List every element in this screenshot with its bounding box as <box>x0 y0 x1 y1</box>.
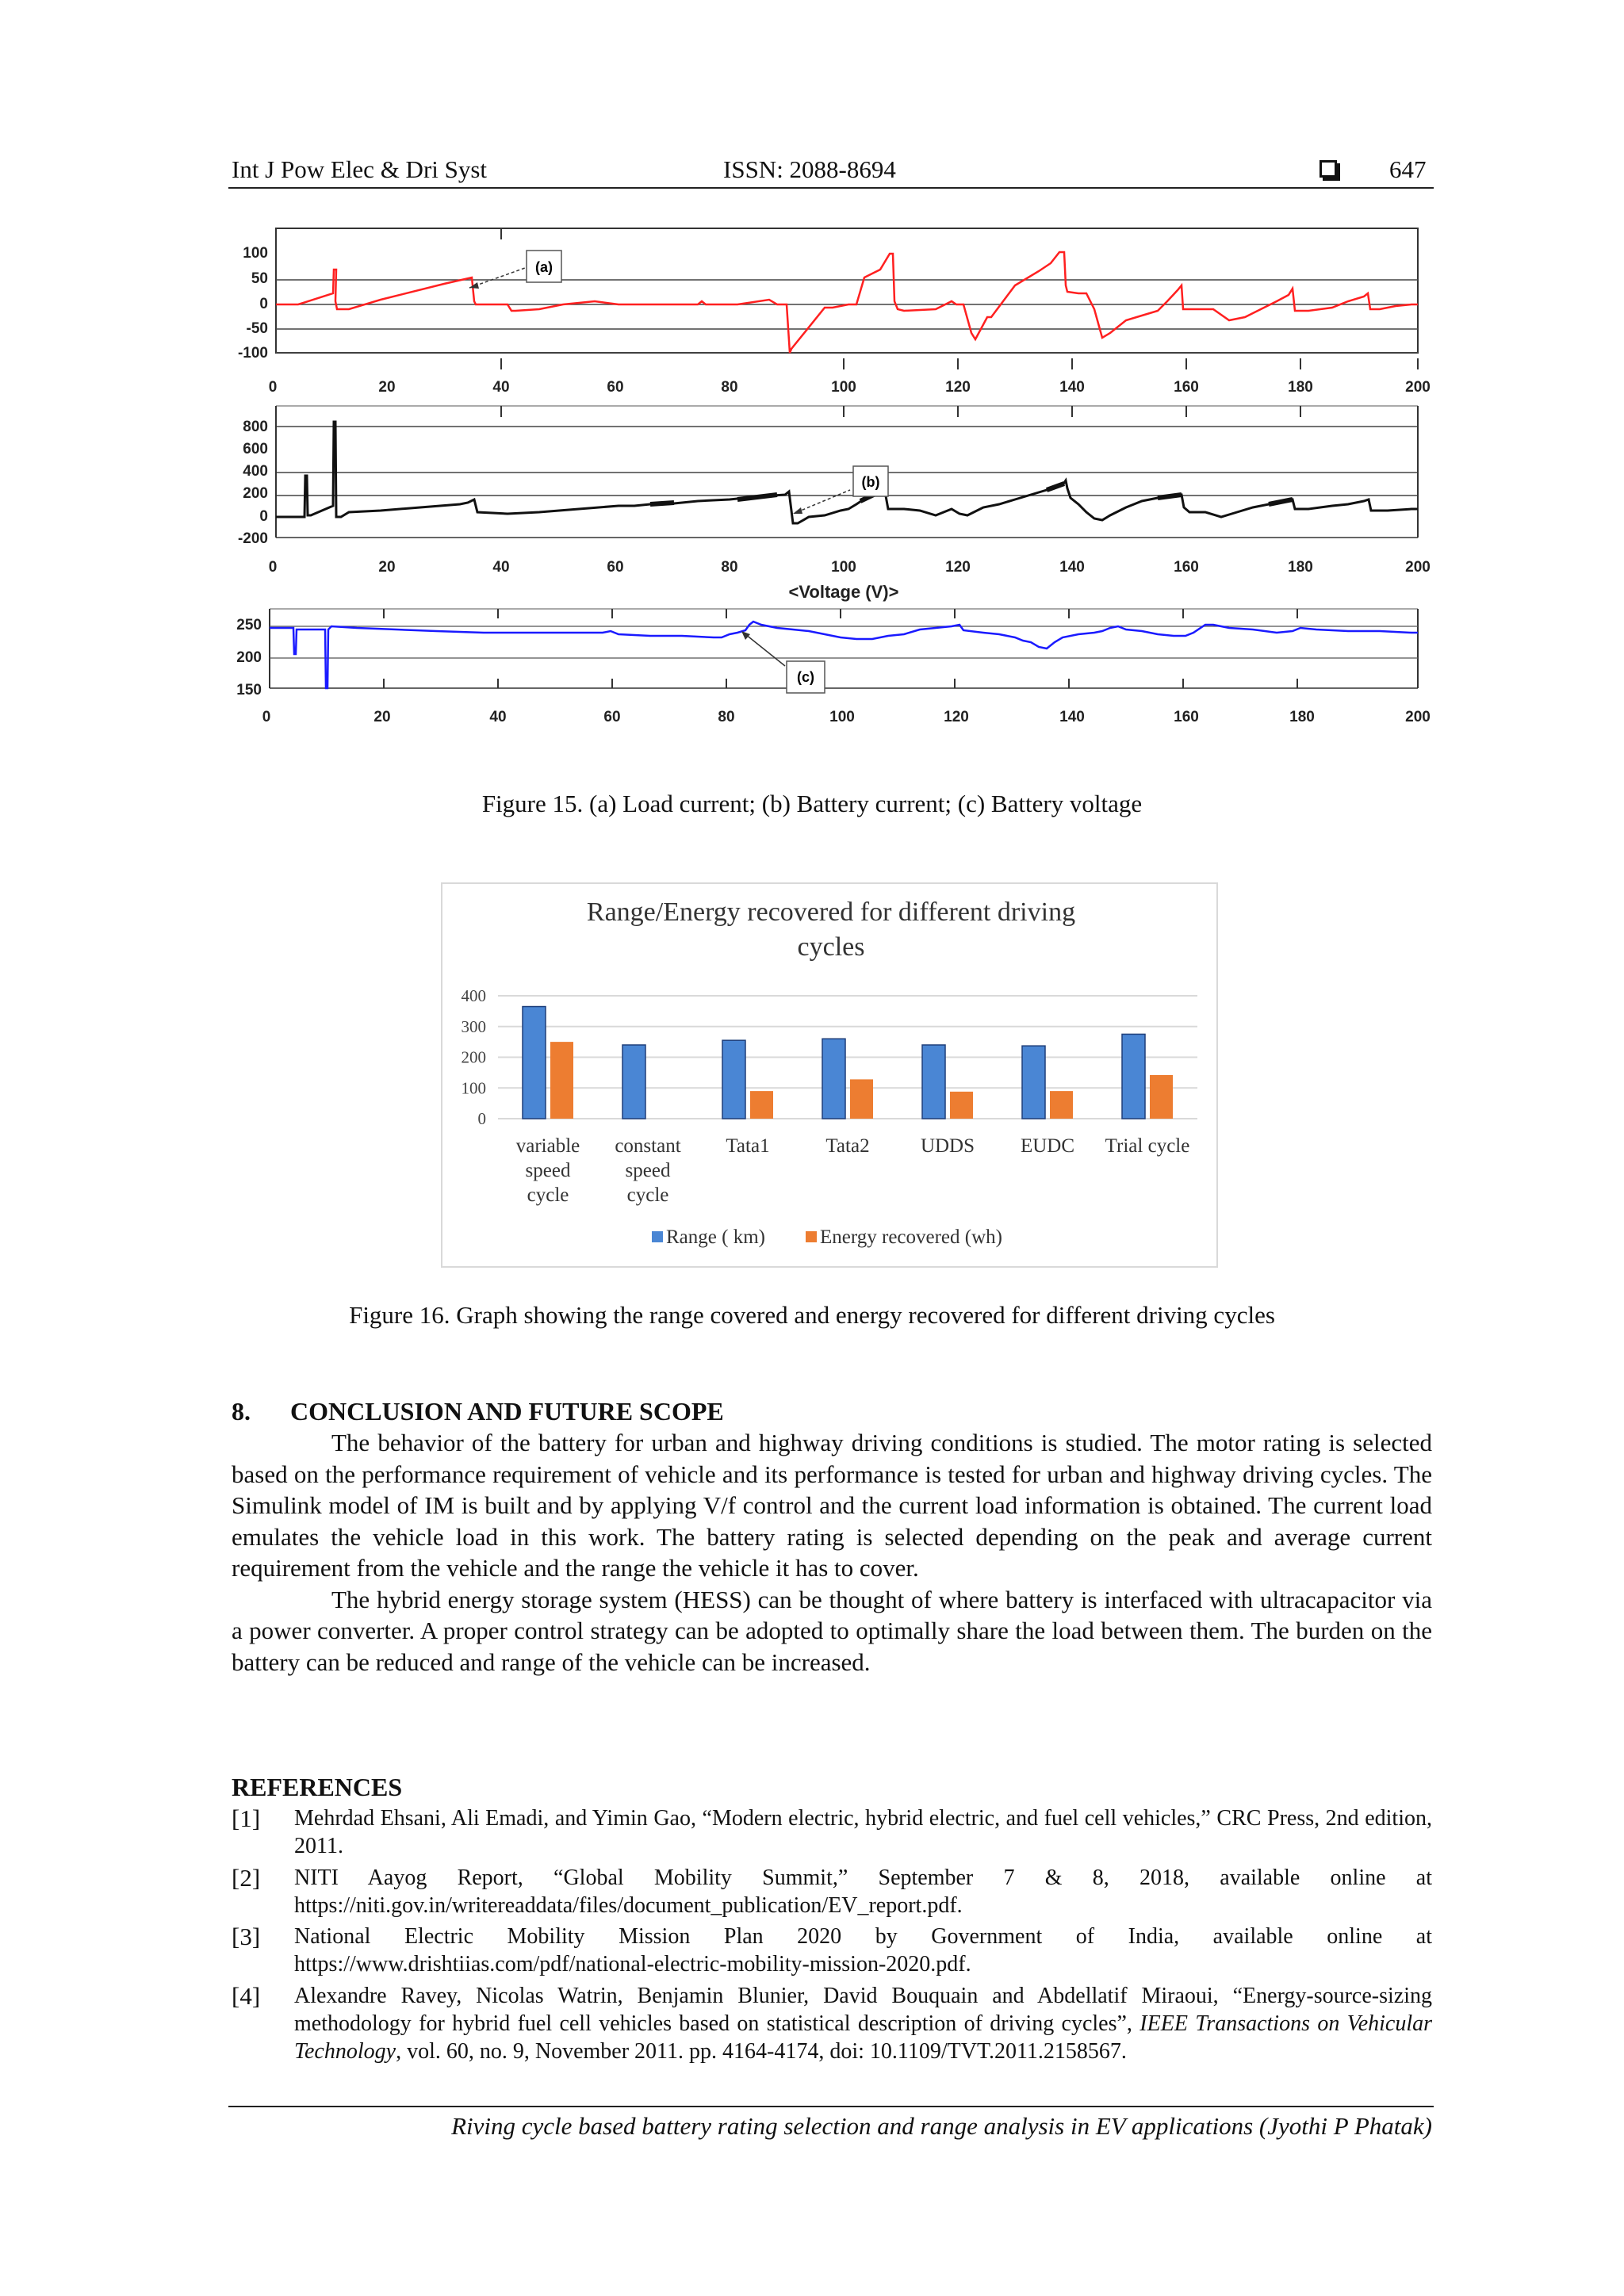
xtick: 140 <box>1059 709 1085 725</box>
figure-15-caption: Figure 15. (a) Load current; (b) Battery current; (c) Battery voltage <box>481 790 1143 817</box>
xtick: 20 <box>373 709 391 725</box>
xtick: 120 <box>945 559 971 576</box>
category-label: speed <box>525 1160 571 1181</box>
panel-a <box>238 228 1431 396</box>
ytick: 400 <box>243 463 268 480</box>
panel-c-vticks <box>384 609 1297 688</box>
xtick: 40 <box>492 559 510 576</box>
panel-b-xticks <box>269 559 1431 576</box>
xtick: 0 <box>268 559 278 576</box>
section-title: CONCLUSION AND FUTURE SCOPE <box>290 1397 724 1425</box>
panel-b-yticks <box>238 419 268 547</box>
xtick: 180 <box>1289 709 1315 725</box>
bar-energy <box>1150 1075 1173 1119</box>
callout-a-label: (a) <box>535 259 553 275</box>
chart-title-line-1: Range/Energy recovered for different driving <box>586 897 1076 927</box>
chart-category-labels <box>516 1135 1190 1206</box>
callout-b <box>793 466 888 514</box>
xtick: 100 <box>831 379 856 396</box>
xtick: 40 <box>489 709 507 725</box>
chart-title-line-2: cycles <box>797 932 865 962</box>
bar-energy <box>1050 1091 1073 1119</box>
ytick: 800 <box>243 419 268 435</box>
panel-c-yticks <box>236 617 262 698</box>
callout-c-label: (c) <box>797 669 814 685</box>
xtick: 200 <box>1405 559 1431 576</box>
chart-gridlines <box>498 996 1197 1119</box>
callout-b-label: (b) <box>861 474 880 490</box>
bar-range <box>523 1007 546 1119</box>
reference-authors-title: Alexandre Ravey, Nicolas Watrin, Benjamin Blunier, David Bouquain and Abdellatif Miraoui, “Energy-source-sizing methodology for hybrid fuel cell vehicles based on statistical description of driving cycles”, <box>294 1984 1432 2036</box>
ytick: 250 <box>236 617 262 633</box>
bar-range <box>722 1040 745 1119</box>
panel-b-vticks <box>501 406 1300 417</box>
references-heading: REFERENCES <box>232 1773 403 1801</box>
xtick: 180 <box>1288 379 1313 396</box>
paragraph: The hybrid energy storage system (HESS) can be thought of where battery is interfaced with ultracapacitor via a power converter. A proper control strategy can be adopted to optimally share the load between them. The burden on the battery can be reduced and range of the vehicle can be increased. <box>232 1585 1432 1676</box>
xtick: 20 <box>378 379 396 396</box>
ytick: 0 <box>259 508 268 525</box>
reference-text <box>294 1982 1432 2065</box>
category-label: UDDS <box>920 1135 975 1157</box>
xtick: 100 <box>829 709 855 725</box>
journal-name: Int J Pow Elec & Dri Syst <box>232 155 488 183</box>
running-footer: Riving cycle based battery rating selection and range analysis in EV applications (Jyothi P Phatak) <box>451 2112 1432 2140</box>
ytick-label: 200 <box>461 1047 486 1067</box>
reference-text: Mehrdad Ehsani, Ali Emadi, and Yimin Gao, “Modern electric, hybrid electric, and fuel cell vehicles,” CRC Press, 2nd edition, 2011. <box>294 1806 1432 1858</box>
xtick: 60 <box>603 709 621 725</box>
callout-c <box>741 631 825 693</box>
bar-energy <box>850 1079 873 1119</box>
reference-text: NITI Aayog Report, “Global Mobility Summit,” September 7 & 8, 2018, available online at https://niti.gov.in/writereaddata/files/document_publication/EV_report.pdf. <box>294 1866 1432 1918</box>
section-body <box>232 1427 1432 1678</box>
ytick: -50 <box>246 320 268 337</box>
ytick: 150 <box>236 682 262 698</box>
header-rule <box>228 187 1434 189</box>
battery-voltage-trace <box>270 622 1418 688</box>
ytick: 200 <box>243 485 268 502</box>
reference-details: , vol. 60, no. 9, November 2011. pp. 4164-4174, doi: 10.1109/TVT.2011.2158567. <box>396 2039 1127 2064</box>
category-label: constant <box>615 1135 681 1157</box>
chart-legend <box>652 1226 1002 1248</box>
xtick: 140 <box>1059 379 1085 396</box>
category-label: cycle <box>527 1184 569 1206</box>
reference-journal: IEEE Transactions on Vehicular Technology <box>294 2011 1432 2064</box>
xtick: 160 <box>1174 559 1199 576</box>
xtick: 200 <box>1405 379 1431 396</box>
bar-energy <box>950 1092 973 1119</box>
ytick: 50 <box>251 270 268 287</box>
issn: ISSN: 2088-8694 <box>723 155 896 183</box>
bar-chart <box>441 882 1218 1268</box>
xtick: 60 <box>607 379 624 396</box>
ytick-label: 0 <box>477 1109 486 1128</box>
reference-text: National Electric Mobility Mission Plan 2020 by Government of India, available online at https://www.drishtiias.com/pdf/national-electric-mobility-mission-2020.pdf. <box>294 1924 1432 1976</box>
bar-range <box>822 1039 845 1119</box>
panel-a-frame <box>276 228 1418 353</box>
xtick: 20 <box>378 559 396 576</box>
category-label: cycle <box>626 1184 669 1206</box>
bar-range <box>922 1045 945 1119</box>
category-label: Trial cycle <box>1105 1135 1190 1157</box>
bar-range <box>1022 1046 1045 1119</box>
panel-a-yticks <box>238 245 268 362</box>
panel-c <box>236 609 1431 725</box>
page-number: 647 <box>1389 155 1427 183</box>
panel-b <box>238 406 1431 602</box>
reference-number: [4] <box>232 1982 261 2010</box>
figure-16-caption: Figure 16. Graph showing the range covered and energy recovered for different driving cycles <box>349 1301 1275 1329</box>
square-bullet-icon <box>1320 160 1337 178</box>
category-label: Tata1 <box>726 1135 770 1157</box>
panel-c-xticks <box>262 709 1431 725</box>
bar-energy <box>750 1091 773 1119</box>
figure-15 <box>222 222 1443 737</box>
xtick: 80 <box>721 559 738 576</box>
xtick: 40 <box>492 379 510 396</box>
reference-number: [2] <box>232 1864 261 1892</box>
bar-energy <box>550 1042 573 1119</box>
footer-rule <box>228 2106 1434 2107</box>
reference-number: [3] <box>232 1923 261 1950</box>
ytick: -200 <box>237 530 268 547</box>
legend-label: Energy recovered (wh) <box>820 1226 1002 1248</box>
xtick: 60 <box>607 559 624 576</box>
ytick: 0 <box>259 296 268 312</box>
category-label: EUDC <box>1020 1135 1075 1157</box>
ytick-label: 300 <box>461 1016 486 1036</box>
legend-swatch-range <box>652 1231 663 1242</box>
voltage-axis-label: <Voltage (V)> <box>788 582 899 602</box>
legend-swatch-energy <box>806 1231 817 1242</box>
reference-item <box>232 1982 1432 2065</box>
reference-item <box>232 1864 1432 1919</box>
xtick: 80 <box>721 379 738 396</box>
chart-yticks <box>462 986 487 1128</box>
reference-number: [1] <box>232 1804 261 1832</box>
ytick: 600 <box>243 441 268 457</box>
section-number: 8. <box>232 1397 251 1425</box>
category-label: variable <box>515 1135 580 1157</box>
ytick-label: 400 <box>461 986 486 1005</box>
battery-current-noise <box>650 484 1293 504</box>
xtick: 120 <box>944 709 969 725</box>
xtick: 120 <box>945 379 971 396</box>
xtick: 140 <box>1059 559 1085 576</box>
ytick: -100 <box>237 345 268 362</box>
xtick: 0 <box>268 379 278 396</box>
ytick: 200 <box>236 649 262 666</box>
xtick: 100 <box>831 559 856 576</box>
chart-bars <box>523 1007 1173 1119</box>
xtick: 180 <box>1288 559 1313 576</box>
xtick: 200 <box>1405 709 1431 725</box>
bar-range <box>1122 1034 1145 1119</box>
section-heading <box>232 1397 724 1426</box>
bar-range <box>622 1045 645 1119</box>
xtick: 160 <box>1174 379 1199 396</box>
category-label: Tata2 <box>825 1135 870 1157</box>
reference-item <box>232 1804 1432 1860</box>
xtick: 160 <box>1174 709 1199 725</box>
xtick: 80 <box>718 709 735 725</box>
ytick-label: 100 <box>461 1078 486 1098</box>
legend-label: Range ( km) <box>666 1226 765 1248</box>
category-label: speed <box>625 1160 671 1181</box>
reference-item <box>232 1923 1432 1978</box>
paragraph: The behavior of the battery for urban and highway driving conditions is studied. The motor rating is selected based on the performance requirement of vehicle and its performance is tested for urban and highway driving cycles. The Simulink model of IM is built and by applying V/f control and the current load information is obtained. The current load emulates the vehicle load in this work. The battery rating is selected depending on the peak and average current requirement from the vehicle and the range the vehicle it has to cover. <box>232 1429 1432 1582</box>
ytick: 100 <box>243 245 268 262</box>
panel-a-xticks <box>269 379 1431 396</box>
xtick: 0 <box>262 709 271 725</box>
